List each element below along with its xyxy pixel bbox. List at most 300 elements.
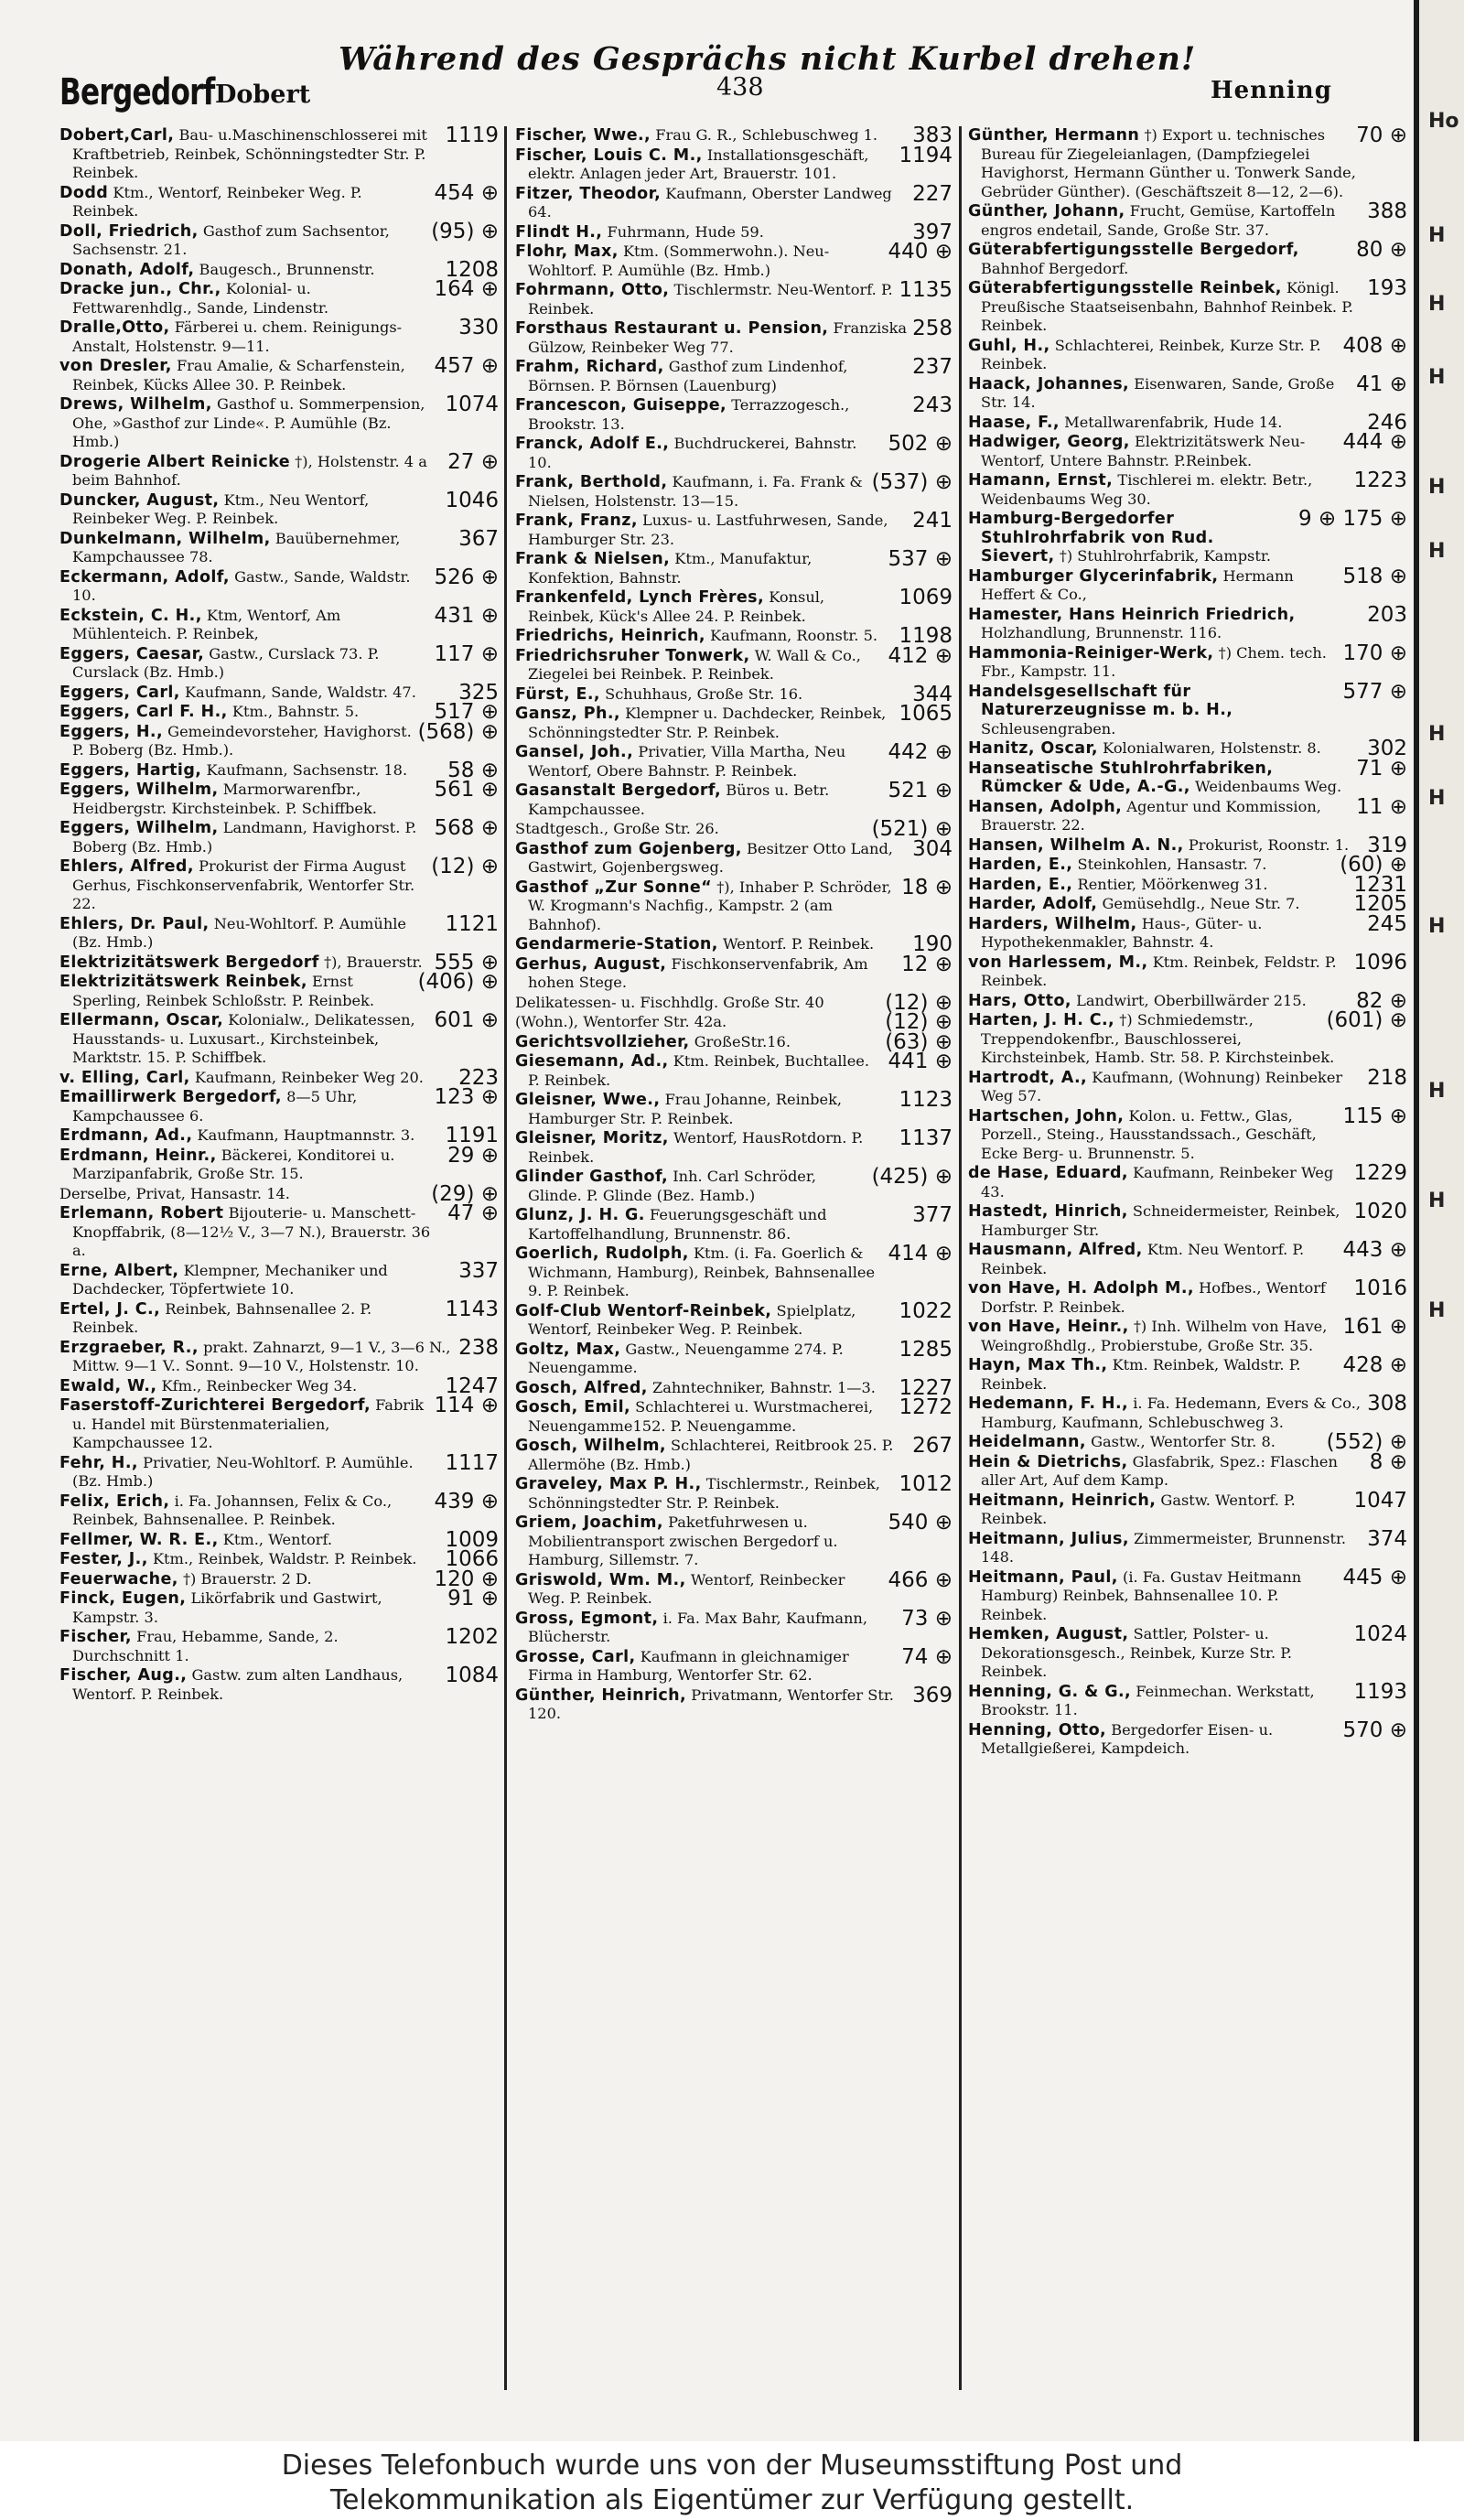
- entry-name: Eggers, Caesar,: [59, 644, 205, 663]
- entry-name: Gross, Egmont,: [515, 1609, 659, 1628]
- entry-details: Ktm., Wentorf, Reinbeker Weg. P. Reinbek.: [72, 183, 362, 220]
- entry-name: Fischer,: [59, 1628, 132, 1646]
- directory-entry: [59, 449, 499, 490]
- phone-number: 1074: [445, 393, 499, 416]
- entry-details: Agentur und Kommission, Brauerstr. 22.: [981, 797, 1321, 834]
- phone-number: 1066: [445, 1547, 499, 1571]
- entry-name: Francescon, Guiseppe,: [515, 396, 727, 415]
- directory-entry: [59, 1065, 499, 1090]
- phone-number: 1012: [899, 1472, 953, 1496]
- entry-details: Büros u. Betr. Kampchaussee.: [528, 781, 830, 818]
- entry-name: Ewald, W.,: [59, 1376, 157, 1395]
- entry-name: Faserstoff-Zurichterei Bergedorf,: [59, 1396, 371, 1415]
- directory-entry: [59, 1181, 499, 1206]
- phone-number: 1137: [899, 1126, 953, 1150]
- entry-details: Frau Amalie, & Scharfenstein, Reinbek, Kücks Allee 30. P. Reinbek.: [72, 357, 405, 393]
- entry-name: Gosch, Alfred,: [515, 1378, 648, 1397]
- entry-name: Gerichtsvollzieher,: [515, 1032, 690, 1051]
- directory-entry: [968, 1392, 1407, 1432]
- entry-name: von Have, H. Adolph M.,: [968, 1279, 1194, 1298]
- directory-entry: [59, 1008, 499, 1068]
- entry-name: Elektrizitätswerk Bergedorf: [59, 953, 319, 972]
- entry-details: Färberei u. chem. Reinigungs-Anstalt, Holstenstr. 9—11.: [72, 318, 403, 355]
- entry-name: Giesemann, Ad.,: [515, 1052, 669, 1071]
- directory-entry: [968, 126, 1407, 201]
- phone-number: 601 ⊕: [434, 1008, 499, 1032]
- directory-entry: [515, 990, 953, 1015]
- entry-details: Baugesch., Brunnenstr.: [199, 260, 375, 278]
- phone-number: 1205: [1353, 892, 1407, 916]
- entry-name: Erzgraeber, R.,: [59, 1338, 199, 1357]
- entry-name: Dodd: [59, 183, 109, 202]
- entry-details: Feuerungsgeschäft und Kartoffelhandlung, Brunnenstr. 86.: [528, 1206, 827, 1243]
- directory-entry: [59, 1589, 499, 1627]
- entry-details: †), Holstenstr. 4 a beim Bahnhof.: [72, 452, 427, 489]
- entry-details: i. Fa. Hedemann, Evers & Co., Hamburg, Kaufmann, Schlebuschweg 3.: [981, 1395, 1361, 1431]
- directory-entry: [968, 756, 1407, 797]
- entry-details: Paketfuhrwesen u. Mobilientransport zwischen Bergedorf u. Hamburg, Sillemstr. 7.: [528, 1513, 838, 1568]
- entry-name: Glinder Gasthof,: [515, 1168, 669, 1186]
- entry-details: Ktm. Neu Wentorf. P. Reinbek.: [981, 1241, 1305, 1277]
- edge-letter: H: [1428, 293, 1446, 316]
- entry-details: Gastw. zum alten Landhaus, Wentorf. P. Reinbek.: [72, 1666, 404, 1703]
- directory-entry: [59, 1625, 499, 1665]
- entry-name: Handelsgesellschaft für Naturerzeugnisse m. b. H.,: [968, 682, 1233, 719]
- entry-details: Landwirt, Oberbillwärder 215.: [1076, 991, 1307, 1009]
- entry-name: Heidelmann,: [968, 1433, 1086, 1451]
- directory-entry: [515, 1567, 953, 1609]
- entry-details: Steinkohlen, Hansastr. 7.: [1077, 856, 1267, 873]
- directory-entry: [968, 1430, 1407, 1454]
- phone-number: (406) ⊕: [417, 970, 499, 994]
- entry-details: †) Schmiedemstr., Treppendokenfbr., Bauschlosserei, Kirchsteinbek, Hamb. Str. 58. P. Kirchsteinbek.: [981, 1011, 1335, 1066]
- directory-entry: [968, 1718, 1407, 1759]
- directory-entry: [59, 318, 499, 356]
- directory-entry: [59, 816, 499, 856]
- directory-entry: [968, 641, 1407, 682]
- phone-number: 245: [1367, 911, 1407, 936]
- entry-name: Eggers, Carl,: [59, 683, 180, 702]
- phone-number: 41 ⊕: [1356, 372, 1407, 396]
- directory-entry: [515, 1126, 953, 1167]
- entry-details: Hermann Heffert & Co.,: [981, 566, 1294, 603]
- phone-number: 440 ⊕: [888, 240, 953, 264]
- entry-details: Stadtgesch., Große Str. 26.: [515, 820, 719, 837]
- directory-entry: [59, 1297, 499, 1338]
- entry-details: Tischlermstr. Neu-Wentorf. P. Reinbek.: [528, 281, 893, 318]
- entry-name: Friedrichs, Heinrich,: [515, 627, 705, 645]
- directory-entry: [515, 643, 953, 684]
- directory-entry: [515, 588, 953, 626]
- entry-details: Bau- u.Maschinenschlosserei mit Kraftbetrieb, Reinbek, Schönningstedter Str. P. Reinbek.: [72, 126, 427, 181]
- entry-details: Bäckerei, Konditorei u. Marzipanfabrik, Große Str. 15.: [72, 1146, 395, 1182]
- entry-name: Frahm, Richard,: [515, 358, 664, 376]
- directory-entry: [515, 1337, 953, 1378]
- phone-number: 70 ⊕: [1356, 126, 1407, 147]
- entry-name: von Have, Heinr.,: [968, 1318, 1129, 1336]
- phone-number: 29 ⊕: [447, 1143, 499, 1168]
- directory-entry: [59, 911, 499, 953]
- directory-entry: [515, 126, 953, 145]
- directory-entry: [968, 468, 1407, 509]
- entry-details: Feinmechan. Werkstatt, Brookstr. 11.: [981, 1682, 1315, 1718]
- entry-details: Ktm., Manufaktur, Konfektion, Bahnstr.: [528, 550, 813, 587]
- entry-details: Wentorf, HausRotdorn. P. Reinbek.: [528, 1129, 864, 1166]
- entry-name: Dunkelmann, Wilhelm,: [59, 529, 271, 548]
- phone-number: 344: [912, 682, 953, 706]
- entry-details: Klempner u. Dachdecker, Reinbek, Schönningstedter Str. P. Reinbek.: [528, 705, 887, 741]
- entry-details: Gastw., Wentorfer Str. 8.: [1091, 1433, 1276, 1450]
- column-divider: [959, 126, 962, 2390]
- entry-details: Frau Johanne, Reinbek, Hamburger Str. P. Reinbek.: [528, 1091, 843, 1127]
- phone-number: 1117: [445, 1450, 499, 1475]
- phone-number: 9 ⊕ 175 ⊕: [1297, 507, 1407, 531]
- directory-entry: [515, 875, 953, 935]
- phone-number: 1194: [899, 143, 953, 167]
- phone-number: 561 ⊕: [434, 778, 499, 802]
- directory-entry: [59, 1201, 499, 1261]
- phone-number: (63) ⊕: [885, 1029, 953, 1054]
- directory-entry: [59, 126, 499, 183]
- entry-details: †) Brauerstr. 2 D.: [182, 1569, 312, 1588]
- phone-number: 190: [912, 932, 953, 956]
- directory-entry: [515, 1052, 953, 1090]
- entry-details: Kaufmann, i. Fa. Frank & Nielsen, Holstenstr. 13—15.: [528, 473, 863, 510]
- directory-entry: [59, 700, 499, 724]
- directory-entry: [59, 1396, 499, 1453]
- directory-entry: [968, 430, 1407, 470]
- directory-entry: [59, 950, 499, 975]
- entry-name: Fürst, E.,: [515, 684, 600, 704]
- entry-details: Schlachterei, Reitbrook 25. P. Allermöhe (Bz. Hmb.): [528, 1437, 894, 1473]
- phone-number: 369: [912, 1683, 953, 1707]
- entry-details: Rentier, Möörkenweg 31.: [1077, 875, 1268, 893]
- directory-entry: [515, 278, 953, 318]
- entry-details: Zimmermeister, Brunnenstr. 148.: [981, 1529, 1347, 1566]
- phone-number: 1135: [899, 278, 953, 302]
- phone-number: 120 ⊕: [434, 1567, 499, 1591]
- footer-line-2: Telekommunikation als Eigentümer zur Verfügung gestellt.: [329, 2484, 1135, 2516]
- entry-details: Ktm. (i. Fa. Goerlich & Wichmann, Hamburg), Reinbek, Bahnsenallee 9. P. Reinbek.: [528, 1244, 876, 1299]
- entry-details: Derselbe, Privat, Hansastr. 14.: [59, 1184, 290, 1202]
- entry-details: Holzhandlung, Brunnenstr. 116.: [981, 624, 1222, 641]
- phone-number: 1191: [445, 1124, 499, 1147]
- entry-details: Zahntechniker, Bahnstr. 1—3.: [651, 1378, 876, 1396]
- directory-entry: [59, 778, 499, 818]
- entry-details: Ktm. Reinbek, Buchtallee. P. Reinbek.: [528, 1052, 870, 1089]
- entry-name: Hansen, Adolph,: [968, 797, 1123, 816]
- directory-entry: [515, 1298, 953, 1340]
- entry-name: Eggers, Carl F. H.,: [59, 703, 228, 721]
- entry-name: Haack, Johannes,: [968, 374, 1130, 393]
- entry-name: Eggers, H.,: [59, 722, 164, 741]
- phone-number: 170 ⊕: [1342, 641, 1407, 665]
- entry-details: Wentorf, Reinbecker Weg. P. Reinbek.: [528, 1570, 845, 1607]
- entry-name: Goerlich, Rudolph,: [515, 1244, 689, 1263]
- entry-name: Henning, G. & G.,: [968, 1682, 1132, 1701]
- entry-name: Fischer, Louis C. M.,: [515, 145, 703, 165]
- edge-letter: H: [1428, 476, 1446, 499]
- entry-details: Sattler, Polster- u. Dekorationsgesch., Reinbek, Kurze Str. P. Reinbek.: [981, 1625, 1293, 1680]
- directory-entry: [515, 547, 953, 587]
- entry-details: Schuhhaus, Große Str. 16.: [605, 684, 803, 703]
- phone-number: 1202: [445, 1625, 499, 1649]
- directory-entry: [59, 1489, 499, 1530]
- entry-name: Eggers, Hartig,: [59, 760, 202, 780]
- directory-entry: [968, 853, 1407, 877]
- phone-number: 11 ⊕: [1356, 794, 1407, 819]
- entry-name: Günther, Johann,: [968, 202, 1125, 221]
- directory-entry: [515, 1395, 953, 1436]
- entry-name: Flindt H.,: [515, 222, 603, 242]
- entry-details: Kaufmann in gleichnamiger Firma in Hamburg, Wentorfer Str. 62.: [528, 1647, 849, 1684]
- entry-details: Delikatessen- u. Fischhdlg. Große Str. 40: [515, 993, 824, 1011]
- entry-name: Donath, Adolf,: [59, 260, 195, 279]
- directory-entry: [968, 1202, 1407, 1240]
- entry-name: Eggers, Wilhelm,: [59, 819, 219, 837]
- phone-number: 1247: [445, 1373, 499, 1398]
- directory-entry: [968, 739, 1407, 759]
- directory-entry: [59, 488, 499, 529]
- entry-name: Forsthaus Restaurant u. Pension,: [515, 319, 829, 338]
- entry-name: Graveley, Max P. H.,: [515, 1475, 702, 1493]
- phone-number: 1285: [899, 1337, 953, 1362]
- entry-details: Installationsgeschäft, elektr. Anlagen jeder Art, Brauerstr. 101.: [528, 145, 869, 182]
- phone-number: 454 ⊕: [434, 180, 499, 205]
- phone-number: 444 ⊕: [1342, 430, 1407, 454]
- entry-details: Ktm. Reinbek, Waldstr. P. Reinbek.: [981, 1356, 1301, 1393]
- phone-number: 1084: [445, 1664, 499, 1687]
- phone-number: 457 ⊕: [434, 354, 499, 378]
- phone-number: 388: [1367, 199, 1407, 223]
- entry-name: Fellmer, W. R. E.,: [59, 1530, 219, 1549]
- phone-number: 193: [1367, 276, 1407, 300]
- edge-letter: H: [1428, 224, 1446, 247]
- directory-entry: [515, 702, 953, 742]
- phone-number: 414 ⊕: [888, 1242, 953, 1265]
- directory-entry: [968, 238, 1407, 278]
- directory-entry: [968, 950, 1407, 991]
- entry-name: Hars, Otto,: [968, 991, 1071, 1010]
- phone-number: 164 ⊕: [434, 277, 499, 301]
- entry-name: Hadwiger, Georg,: [968, 433, 1130, 451]
- phone-number: 1069: [899, 586, 953, 609]
- phone-number: 1016: [1353, 1276, 1407, 1300]
- entry-details: Schlachterei, Reinbek, Kurze Str. P. Reinbek.: [981, 336, 1321, 372]
- entry-details: Haus-, Güter- u. Hypothekenmakler, Bahnstr. 4.: [981, 914, 1263, 951]
- entry-details: Kolonialwaren, Holstenstr. 8.: [1103, 739, 1321, 757]
- phone-number: 73 ⊕: [901, 1606, 953, 1631]
- directory-entry: [515, 817, 953, 841]
- entry-name: Grosse, Carl,: [515, 1647, 636, 1666]
- entry-name: Hamburger Glycerinfabrik,: [968, 566, 1219, 586]
- phone-number: 243: [912, 393, 953, 417]
- phone-number: (552) ⊕: [1326, 1430, 1407, 1454]
- directory-entry: [515, 393, 953, 434]
- entry-name: Ertel, J. C.,: [59, 1299, 161, 1319]
- entry-details: Neu-Wohltorf. P. Aumühle (Bz. Hmb.): [72, 914, 407, 951]
- entry-details: Kaufmann, Hauptmannstr. 3.: [197, 1126, 415, 1144]
- entry-details: Buchdruckerei, Bahnstr. 10.: [528, 435, 857, 471]
- entry-name: Gosch, Wilhelm,: [515, 1437, 666, 1455]
- entry-details: Ktm., Neu Wentorf, Reinbeker Weg. P. Reinbek.: [72, 490, 370, 527]
- phone-number: 1046: [445, 488, 499, 512]
- phone-number: (12) ⊕: [431, 855, 499, 878]
- entry-details: Reinbek, Bahnsenallee 2. P. Reinbek.: [72, 1299, 372, 1336]
- entry-details: Kaufmann, Reinbeker Weg 20.: [194, 1068, 424, 1086]
- phone-number: 1065: [899, 702, 953, 726]
- entry-details: Ktm., Reinbek, Waldstr. P. Reinbek.: [152, 1550, 417, 1567]
- entry-details: Kaufmann, Sande, Waldstr. 47.: [184, 683, 416, 701]
- directory-entry: [515, 470, 953, 511]
- phone-number: 502 ⊕: [888, 432, 953, 456]
- directory-entry: [515, 220, 953, 244]
- phone-number: 1119: [445, 126, 499, 147]
- entry-name: Eckermann, Adolf,: [59, 567, 230, 587]
- directory-entry: [59, 395, 499, 452]
- entry-details: Bijouterie- u. Manschett-Knopffabrik, (8—12½ V., 3—7 N.), Brauerstr. 36 a.: [72, 1204, 431, 1259]
- entry-details: Gemüsehdlg., Neue Str. 7.: [1102, 895, 1300, 912]
- phone-number: 443 ⊕: [1342, 1238, 1407, 1262]
- directory-entry: [59, 1258, 499, 1299]
- phone-number: 397: [912, 220, 953, 244]
- directory-entry: [59, 1547, 499, 1571]
- phone-number: 114 ⊕: [434, 1394, 499, 1417]
- entry-details: Gastw., Curslack 73. P. Curslack (Bz. Hmb.): [72, 644, 380, 681]
- directory-entry: [59, 526, 499, 567]
- directory-entry: [59, 603, 499, 644]
- directory-entry: [515, 932, 953, 956]
- entry-name: Hedemann, F. H.,: [968, 1395, 1129, 1413]
- entry-name: Glunz, J. H. G.: [515, 1206, 645, 1224]
- entry-details: Besitzer Otto Land, Gastwirt, Gojenbergsweg.: [528, 839, 893, 876]
- phone-number: 518 ⊕: [1342, 564, 1407, 588]
- phone-number: 1223: [1353, 468, 1407, 492]
- entry-details: Tischlermstr., Reinbek, Schönningstedter Str. P. Reinbek.: [528, 1475, 880, 1512]
- directory-entry: [59, 1126, 499, 1146]
- entry-details: †) Chem. tech. Fbr., Kampstr. 11.: [981, 643, 1327, 680]
- entry-details: Weidenbaums Weg.: [1195, 778, 1342, 795]
- directory-entry: [515, 682, 953, 706]
- entry-name: Erdmann, Ad.,: [59, 1126, 193, 1145]
- phone-number: (601) ⊕: [1326, 1008, 1407, 1032]
- entry-name: Duncker, August,: [59, 490, 220, 510]
- directory-entry: [515, 836, 953, 878]
- entry-details: Hofbes., Wentorf Dorfstr. P. Reinbek.: [981, 1279, 1326, 1316]
- directory-entry: [968, 1565, 1407, 1625]
- directory-entry: [59, 1450, 499, 1492]
- page-number: 438: [716, 73, 764, 102]
- entry-name: Harten, J. H. C.,: [968, 1011, 1115, 1029]
- phone-number: 304: [912, 836, 953, 861]
- directory-entry: [968, 602, 1407, 643]
- entry-details: Kolon. u. Fettw., Glas, Porzell., Steing., Hausstandssach., Geschäft, Ecke Berg- u. Brunnenstr. 5.: [981, 1106, 1317, 1162]
- directory-entry: [59, 180, 499, 221]
- directory-entry: [59, 1527, 499, 1552]
- directory-entry: [59, 277, 499, 318]
- phone-number: 1208: [445, 257, 499, 282]
- directory-entry: [59, 257, 499, 282]
- phone-number: 258: [912, 317, 953, 340]
- entry-name: Gasthof zum Gojenberg,: [515, 839, 742, 858]
- entry-details: (Wohn.), Wentorfer Str. 42a.: [515, 1013, 727, 1030]
- entry-name: Haase, F.,: [968, 413, 1060, 432]
- directory-entry: [515, 1434, 953, 1474]
- directory-entry: [515, 1513, 953, 1570]
- directory-entry: [968, 1353, 1407, 1394]
- entry-details: Gastw., Neuengamme 274. P. Neuengamme.: [528, 1340, 844, 1376]
- entry-details: Konsul, Reinbek, Kück's Allee 24. P. Reinbek.: [528, 588, 825, 625]
- phone-number: 537 ⊕: [888, 547, 953, 571]
- phone-number: 570 ⊕: [1342, 1718, 1407, 1742]
- directory-entry: [59, 219, 499, 260]
- directory-entry: [515, 1088, 953, 1128]
- phone-number: 555 ⊕: [434, 950, 499, 975]
- directory-entry: [515, 181, 953, 222]
- entry-name: Harden, E.,: [968, 875, 1073, 894]
- phone-number: 308: [1367, 1392, 1407, 1416]
- phone-number: 428 ⊕: [1342, 1353, 1407, 1377]
- entry-details: i. Fa. Max Bahr, Kaufmann, Blücherstr.: [528, 1609, 867, 1645]
- phone-number: 227: [912, 181, 953, 206]
- entry-details: Gastw., Sande, Waldstr. 10.: [72, 567, 411, 604]
- directory-entry: [515, 1244, 953, 1301]
- phone-number: 412 ⊕: [888, 643, 953, 668]
- phone-number: 1096: [1353, 950, 1407, 975]
- entry-details: Likörfabrik und Gastwirt, Kampstr. 3.: [72, 1589, 382, 1626]
- phone-number: 408 ⊕: [1342, 333, 1407, 358]
- directory-entry: [968, 199, 1407, 240]
- header-notice: Während des Gesprächs nicht Kurbel drehen!: [339, 40, 1197, 78]
- directory-entry: [968, 276, 1407, 336]
- directory-entry: [515, 509, 953, 549]
- entry-name: Harder, Adolf,: [968, 895, 1098, 913]
- entry-name: Hansen, Wilhelm A. N.,: [968, 835, 1184, 855]
- directory-entry: [59, 565, 499, 606]
- entry-name: Erlemann, Robert: [59, 1204, 224, 1222]
- phone-number: 1024: [1353, 1622, 1407, 1646]
- entry-details: GroßeStr.16.: [694, 1032, 791, 1050]
- directory-entry: [968, 507, 1407, 566]
- entry-details: Frau, Hebamme, Sande, 2. Durchschnitt 1.: [72, 1628, 339, 1664]
- entry-details: Franziska Gülzow, Reinbeker Weg 77.: [528, 319, 908, 356]
- directory-entry: [59, 857, 499, 914]
- entry-details: Frau G. R., Schlebuschweg 1.: [655, 126, 878, 144]
- entry-details: Gasthof u. Sommerpension, Ohe, »Gasthof zur Linde«. P. Aumühle (Bz. Hmb.): [72, 395, 425, 450]
- edge-letter: H: [1428, 1190, 1446, 1212]
- phone-number: 74 ⊕: [901, 1644, 953, 1669]
- phone-number: 241: [912, 509, 953, 533]
- phone-number: 12 ⊕: [901, 952, 953, 976]
- directory-entry: [968, 911, 1407, 953]
- entry-name: Fischer, Aug.,: [59, 1666, 188, 1685]
- phone-number: 526 ⊕: [434, 565, 499, 589]
- entry-details: prakt. Zahnarzt, 9—1 V., 3—6 N., Mittw. 9—1 V.. Sonnt. 9—10 V., Holstenstr. 10.: [72, 1338, 451, 1374]
- phone-number: (29) ⊕: [431, 1181, 499, 1206]
- entry-name: Dracke jun., Chr.,: [59, 280, 221, 298]
- edge-letter: H: [1428, 366, 1446, 389]
- directory-entry: [515, 1472, 953, 1513]
- entry-name: Hamburg-Bergedorfer Stuhlrohrfabrik von Rud. Sievert,: [968, 510, 1214, 565]
- phone-number: (60) ⊕: [1340, 853, 1407, 877]
- entry-details: Gastw. Wentorf. P. Reinbek.: [981, 1491, 1296, 1527]
- entry-name: Drews, Wilhelm,: [59, 395, 212, 414]
- edge-letter: H: [1428, 723, 1446, 746]
- entry-name: Fohrmann, Otto,: [515, 281, 670, 299]
- entry-details: Privatier, Neu-Wohltorf. P. Aumühle. (Bz. Hmb.): [72, 1453, 414, 1490]
- directory-entry: [59, 1085, 499, 1125]
- directory-entry: [968, 1008, 1407, 1068]
